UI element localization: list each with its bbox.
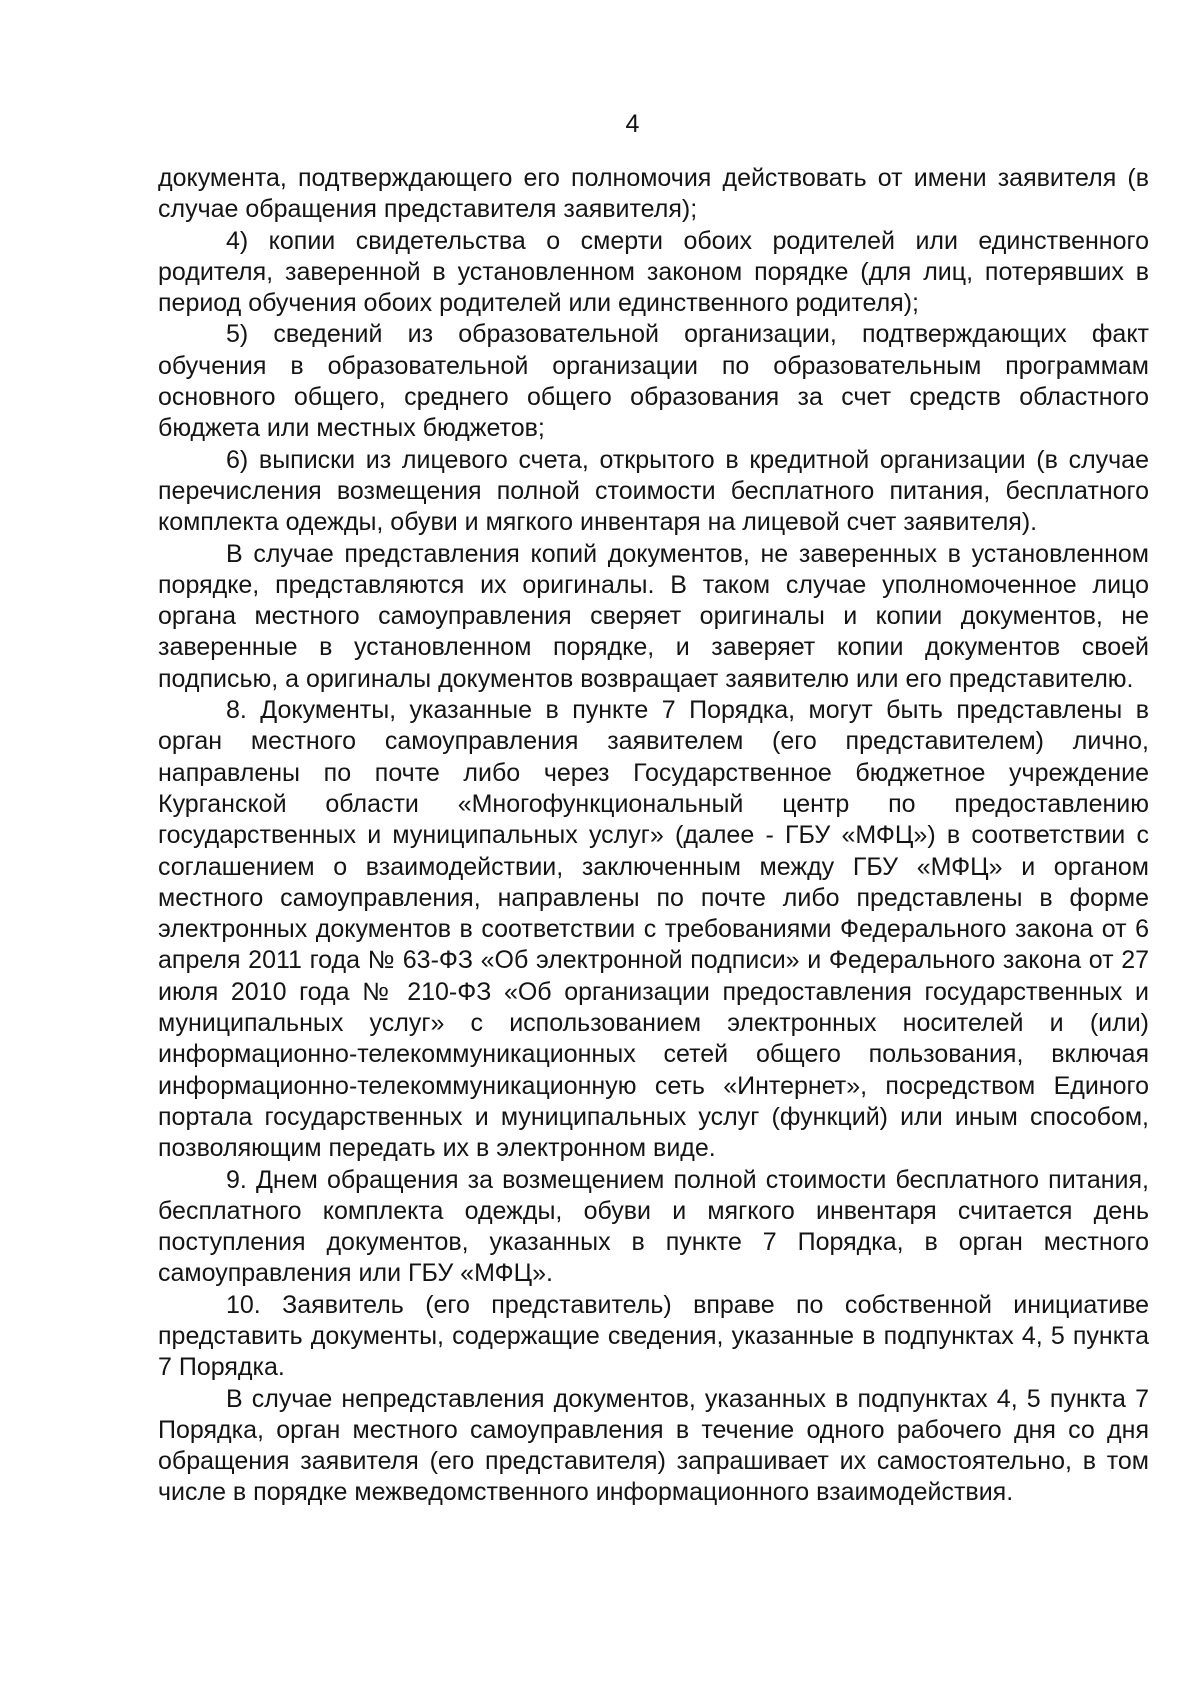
paragraph-item-4: 4) копии свидетельства о смерти обоих родителей или единственного родителя, заверенной в установленном законом порядке (для лиц, потерявших в период обучения обоих родителей или единственного родителя);: [158, 226, 1149, 318]
paragraph-non-submission: В случае непредставления документов, указанных в подпунктах 4, 5 пункта 7 Порядка, орган местного самоуправления в течение одного рабочего дня со дня обращения заявителя (его представителя) запрашивает их самостоятельно, в том числе в порядке межведомственного информационного взаимодействия.: [158, 1384, 1149, 1507]
paragraph-clause-8: 8. Документы, указанные в пункте 7 Порядка, могут быть представлены в орган местного самоуправления заявителем (его представителем) лично, направлены по почте либо через Государственное бюджетное учреждение Курганской области «Многофункциональный центр по предоставлению государственных и муниципальных услуг» (далее - ГБУ «МФЦ») в соответствии с соглашением о взаимодействии, заключенным между ГБУ «МФЦ» и органом местного самоуправления, направлены по почте либо представлены в форме электронных документов в соответствии с требованиями Федерального закона от 6 апреля 2011 года № 63-ФЗ «Об электронной подписи» и Федерального закона от 27 июля 2010 года № 210-ФЗ «Об организации предоставления государственных и муниципальных услуг» с использованием электронных носителей и (или) информационно-телекоммуникационных сетей общего пользования, включая информационно-телекоммуникационную сеть «Интернет», посредством Единого портала государственных и муниципальных услуг (функций) или иным способом, позволяющим передать их в электронном виде.: [158, 696, 1149, 1163]
document-body: [158, 163, 1149, 1509]
paragraph-clause-9: 9. Днем обращения за возмещением полной стоимости бесплатного питания, бесплатного комплекта одежды, обуви и мягкого инвентаря считается день поступления документов, указанных в пункте 7 Порядка, в орган местного самоуправления или ГБУ «МФЦ».: [158, 1165, 1149, 1288]
paragraph-item-5: 5) сведений из образовательной организации, подтверждающих факт обучения в образовательной организации по образовательным программам основного общего, среднего общего образования за счет средств областного бюджета или местных бюджетов;: [158, 320, 1149, 443]
paragraph-item-6: 6) выписки из лицевого счета, открытого в кредитной организации (в случае перечисления возмещения полной стоимости бесплатного питания, бесплатного комплекта одежды, обуви и мягкого инвентаря на лицевой счет заявителя).: [158, 445, 1149, 537]
paragraph-continuation: документа, подтверждающего его полномочия действовать от имени заявителя (в случае обращения представителя заявителя);: [158, 164, 1149, 224]
paragraph-copies-note: В случае представления копий документов, не заверенных в установленном порядке, представляются их оригиналы. В таком случае уполномоченное лицо органа местного самоуправления сверяет оригиналы и копии документов, не заверенные в установленном порядке, и заверяет копии документов своей подписью, а оригиналы документов возвращает заявителю или его представителю.: [158, 539, 1149, 693]
page-number: 4: [625, 110, 640, 138]
paragraph-clause-10: 10. Заявитель (его представитель) вправе по собственной инициативе представить документы, содержащие сведения, указанные в подпунктах 4, 5 пункта 7 Порядка.: [158, 1290, 1149, 1382]
